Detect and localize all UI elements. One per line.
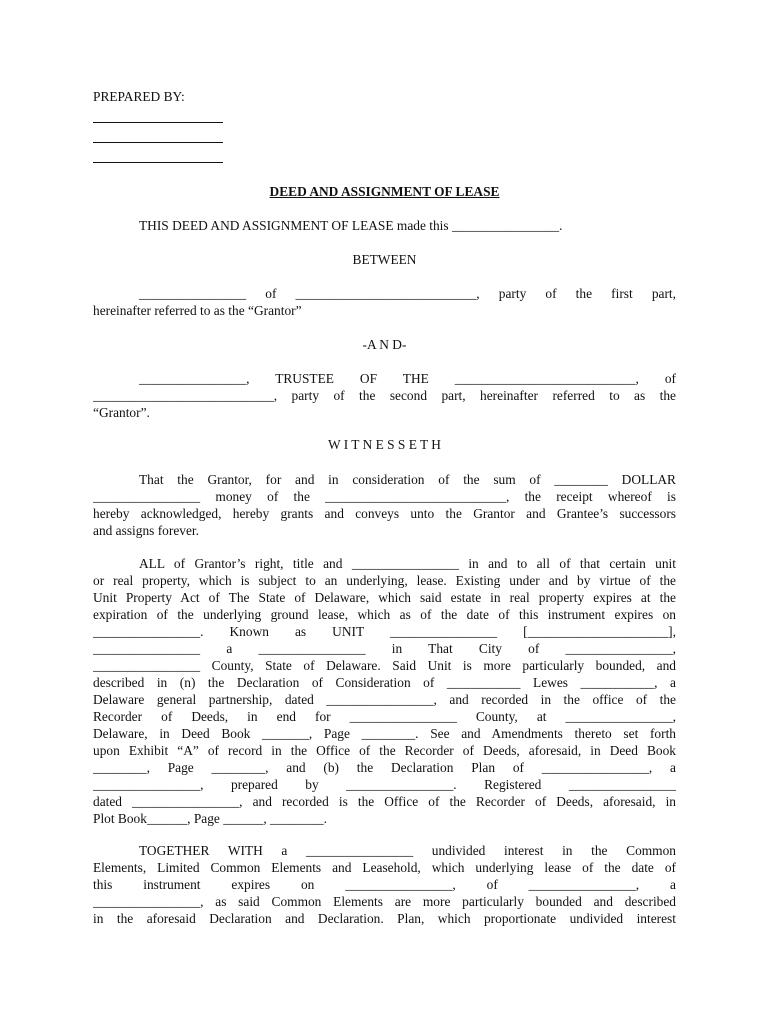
para2-line: ________________ a ________________ in That City of ________________, [93, 641, 676, 656]
para2-line: expiration of the underlying ground lease, which as of the date of this instrument expires on [93, 607, 676, 622]
witnesseth-heading: W I T N E S S E T H [328, 437, 441, 452]
para2-line: Delaware, in Deed Book _______, Page ________. See and Amendments thereto set forth [93, 726, 676, 741]
para2-line: upon Exhibit “A” of record in the Office of the Recorder of Deeds, aforesaid, in Deed Book [93, 743, 676, 758]
para3-line: Elements, Limited Common Elements and Leasehold, which underlying lease of the date of [93, 860, 676, 875]
prepared-by-label: PREPARED BY: [93, 89, 185, 104]
para2-line: dated ________________, and recorded is the Office of the Recorder of Deeds, aforesaid, in [93, 794, 676, 809]
para1-line: That the Grantor, for and in consideration of the sum of ________ DOLLAR [139, 472, 676, 487]
party2-line: ___________________________, party of the second part, hereinafter referred to as the [93, 388, 676, 403]
para3-line: in the aforesaid Declaration and Declaration. Plan, which proportionate undivided interest [93, 911, 676, 926]
para2-line: or real property, which is subject to an underlying, lease. Existing under and by virtue of the [93, 573, 676, 588]
para1-line: hereby acknowledged, hereby grants and conveys unto the Grantor and Grantee’s successors [93, 506, 676, 521]
party2-line: ________________, TRUSTEE OF THE ___________________________, of [139, 371, 676, 386]
party1-line: ________________ of ___________________________, party of the first part, [139, 286, 676, 301]
document-title: DEED AND ASSIGNMENT OF LEASE [269, 184, 500, 199]
between-heading: BETWEEN [352, 252, 417, 267]
para3-line: this instrument expires on ________________, of ________________, a [93, 877, 676, 892]
para3-line: TOGETHER WITH a ________________ undivided interest in the Common [139, 843, 676, 858]
para1-line: and assigns forever. [93, 523, 199, 538]
preparer-line-2 [93, 142, 223, 143]
para2-line: Recorder of Deeds, in end for ________________ County, at ________________, [93, 709, 676, 724]
para2-line: ________________. Known as UNIT ________________ [_____________________], [93, 624, 676, 639]
and-separator: -A N D- [362, 337, 407, 352]
para2-line: ________, Page ________, and (b) the Declaration Plan of ________________, a [93, 760, 676, 775]
party1-line: hereinafter referred to as the “Grantor” [93, 303, 302, 318]
made-line: THIS DEED AND ASSIGNMENT OF LEASE made this ________________. [139, 218, 563, 233]
para2-line: described in (n) the Declaration of Consideration of ___________ Lewes ___________, a [93, 675, 676, 690]
para1-line: ________________ money of the ___________________________, the receipt whereof is [93, 489, 676, 504]
preparer-line-1 [93, 122, 223, 123]
preparer-line-3 [93, 162, 223, 163]
para2-line: Plot Book______, Page ______, ________. [93, 811, 327, 826]
para2-line: ________________, prepared by ________________. Registered ________________ [93, 777, 676, 792]
para2-line: Delaware general partnership, dated ________________, and recorded in the office of the [93, 692, 676, 707]
para3-line: ________________, as said Common Elements are more particularly bounded and described [93, 894, 676, 909]
para2-line: ________________ County, State of Delaware. Said Unit is more particularly bounded, and [93, 658, 676, 673]
para2-line: ALL of Grantor’s right, title and ________________ in and to all of that certain unit [139, 556, 676, 571]
para2-line: Unit Property Act of The State of Delaware, which said estate in real property expires at the [93, 590, 676, 605]
party2-line: “Grantor”. [93, 405, 150, 420]
